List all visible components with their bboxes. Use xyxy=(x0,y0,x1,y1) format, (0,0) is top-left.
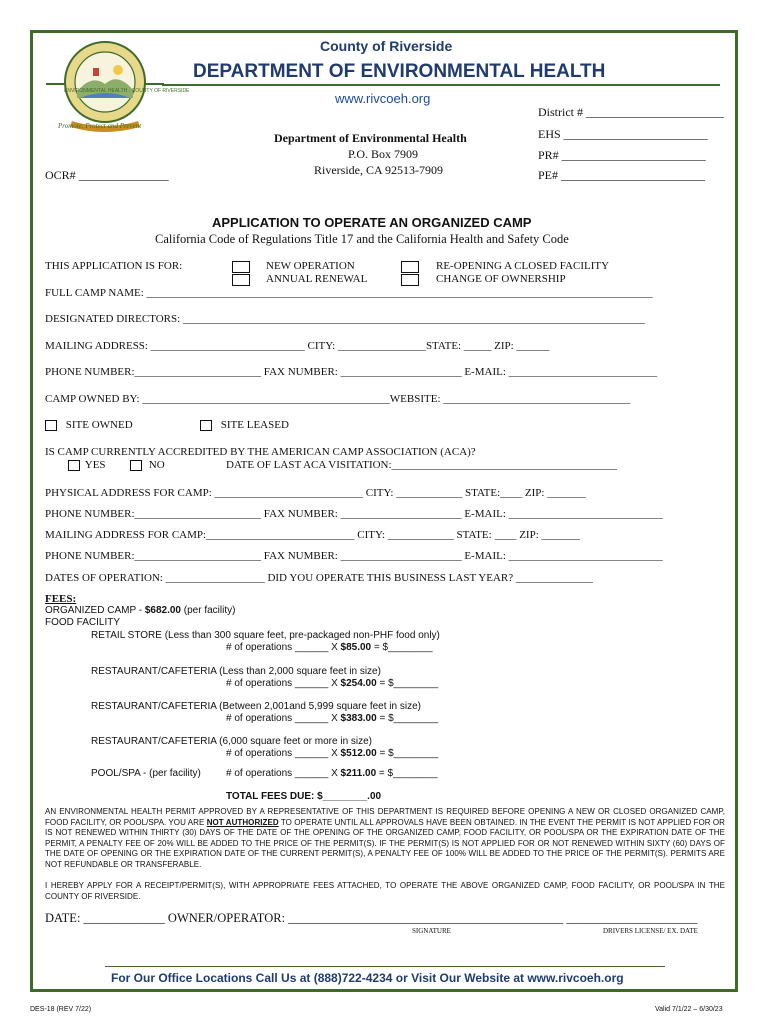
website-link[interactable]: www.rivcoeh.org xyxy=(335,91,431,106)
logo-tagline: Promote, Protect and Prevent xyxy=(58,122,142,130)
checkbox-site-owned[interactable] xyxy=(45,420,57,431)
aca-date-field[interactable]: DATE OF LAST ACA VISITATION:_________________________________________ xyxy=(226,459,618,471)
camp-fee-suffix: (per facility) xyxy=(180,605,236,616)
form-subtitle: California Code of Regulations Title 17 and the California Health and Safety Code xyxy=(155,232,569,246)
mailing-address-field[interactable]: MAILING ADDRESS: ____________________________ CITY: ________________STATE: _____ ZIP: ______ xyxy=(45,340,550,352)
camp-fee-label: ORGANIZED CAMP - xyxy=(45,605,145,616)
ehs-field[interactable]: EHS ________________________ xyxy=(538,127,708,141)
checkbox-reopening[interactable] xyxy=(401,261,419,273)
district-field[interactable]: District # _______________________ xyxy=(538,105,724,119)
pool-spa-label: POOL/SPA - (per facility) xyxy=(91,768,201,779)
checkbox-site-leased[interactable] xyxy=(200,420,212,431)
restaurant-small-label: RESTAURANT/CAFETERIA (Less than 2,000 square feet in size) xyxy=(91,666,381,677)
retail-store-calc[interactable] xyxy=(226,642,433,653)
dates-of-operation-field[interactable]: DATES OF OPERATION: __________________ DID YOU OPERATE THIS BUSINESS LAST YEAR? ______________ xyxy=(45,572,593,584)
checkbox-new-operation[interactable] xyxy=(232,261,250,273)
ocr-field[interactable]: OCR# _______________ xyxy=(45,168,169,182)
pool-ops: # of operations ______ X xyxy=(226,768,341,779)
organized-camp-fee xyxy=(45,605,235,616)
annual-renewal-label: ANNUAL RENEWAL xyxy=(266,273,368,285)
total-fees-value: $________.00 xyxy=(317,791,382,802)
pool-eq: = $________ xyxy=(376,768,438,779)
form-id: DES-18 (REV 7/22) xyxy=(30,1006,92,1013)
rest3-fee: $512.00 xyxy=(340,748,377,759)
pool-fee: $211.00 xyxy=(340,768,377,779)
aca-no-label: NO xyxy=(148,459,165,471)
logo-seal-icon xyxy=(46,38,164,134)
rest2-fee: $383.00 xyxy=(340,713,377,724)
aca-question: IS CAMP CURRENTLY ACCREDITED BY THE AMERICAN CAMP ASSOCIATION (ACA)? xyxy=(45,446,476,458)
camp-fee-amount: $682.00 xyxy=(144,605,181,616)
site-leased-label: SITE LEASED xyxy=(220,419,289,431)
checkbox-aca-yes[interactable] xyxy=(68,460,80,471)
license-caption: DRIVERS LICENSE/ EX. DATE xyxy=(603,927,698,935)
food-facility-label: FOOD FACILITY xyxy=(45,617,121,628)
pe-field[interactable]: PE# ________________________ xyxy=(538,168,706,182)
pool-spa-calc[interactable] xyxy=(226,768,438,779)
retail-fee: $85.00 xyxy=(340,642,372,653)
total-fees-label: TOTAL FEES DUE: xyxy=(226,791,318,802)
county-title: County of Riverside xyxy=(320,38,453,54)
notice-part-c: TO OPERATE UNTIL ALL APPROVALS HAVE BEEN OBTAINED. IN THE EVENT THE PERMIT IS NOT APPLIED FOR OR IS NOT RENEWED WITHIN THIRTY (30) DAYS OF THE DATE OF THE OPENING OF THE ORGANIZED CAMP, FOOD FACILITY, OR POOL/SPA OR THE EXPIRATION DATE OF THE PERMIT, A PENALTY FEE OF 20% WILL BE ADDED TO THE PRICE OF THE PERMIT(S). IF THE PERMIT(S) IS NOT APPLIED FOR OR NOT RENEWED WITHIN SIXTY (60) DAYS OF THE DATE OF OPENING OR THE EXPIRATION DATE OF THE CURRENT PERMIT(S), A PENALTY FEE OF 100% WILL BE ADDED TO THE PRICE OF THE PERMIT(S). PERMITS ARE NOT REFUNDABLE OR TRANSFERABLE. xyxy=(45,817,725,869)
retail-store-label: RETAIL STORE (Less than 300 square feet, pre-packaged non-PHF food only) xyxy=(91,630,440,641)
rest1-ops: # of operations ______ X xyxy=(226,678,341,689)
directors-field[interactable]: DESIGNATED DIRECTORS: ____________________________________________________________________________________ xyxy=(45,313,645,325)
rest3-eq: = $________ xyxy=(376,748,439,759)
phone-row-2[interactable]: PHONE NUMBER:_______________________ FAX NUMBER: ______________________ E-MAIL: ____________________________ xyxy=(45,508,663,520)
retail-ops: # of operations ______ X xyxy=(226,642,341,653)
application-statement: I HEREBY APPLY FOR A RECEIPT/PERMIT(S), WITH APPROPRIATE FEES ATTACHED, TO OPERATE THE ABOVE ORGANIZED CAMP, FOOD FACILITY, OR POOL/SPA IN THE COUNTY OF RIVERSIDE. xyxy=(45,881,725,901)
valid-dates: Valid 7/1/22 – 6/30/23 xyxy=(655,1006,723,1013)
camp-mailing-address-field[interactable]: MAILING ADDRESS FOR CAMP:___________________________ CITY: ____________ STATE: ____ ZIP: _______ xyxy=(45,529,580,541)
checkbox-aca-no[interactable] xyxy=(130,460,142,471)
site-owned-option[interactable] xyxy=(45,419,133,431)
aca-yes-option[interactable] xyxy=(68,459,106,471)
restaurant-large-label: RESTAURANT/CAFETERIA (6,000 square feet or more in size) xyxy=(91,736,373,747)
restaurant-medium-label: RESTAURANT/CAFETERIA (Between 2,001and 5,999 square feet in size) xyxy=(91,701,421,712)
restaurant-medium-calc[interactable] xyxy=(226,713,438,724)
notice-part-a: AN ENVIRONMENTAL HEALTH PERMIT APPROVED BY A REPRESENTATIVE OF THIS DEPARTMENT IS REQUIRED BEFORE OPENING A NEW OR CLOSED ORGANIZED CAMP, FOOD FACILITY, OR POOL/SPA. YOU ARE xyxy=(45,807,725,827)
header-rule xyxy=(162,84,720,86)
camp-name-field[interactable]: FULL CAMP NAME: ____________________________________________________________________________________________ xyxy=(45,287,653,299)
camp-owned-by-field[interactable]: CAMP OWNED BY: _____________________________________________WEBSITE: __________________________________ xyxy=(45,393,631,405)
rest1-fee: $254.00 xyxy=(340,678,377,689)
rest2-ops: # of operations ______ X xyxy=(226,713,341,724)
total-fees-due[interactable] xyxy=(226,791,381,802)
rest1-eq: = $________ xyxy=(376,678,439,689)
permit-notice-paragraph xyxy=(45,807,725,870)
signature-line[interactable]: DATE: _____________ OWNER/OPERATOR: ____________________________________________ _____________________ xyxy=(45,911,698,925)
site-owned-label: SITE OWNED xyxy=(65,419,133,431)
checkbox-annual-renewal[interactable] xyxy=(232,274,250,286)
change-ownership-label: CHANGE OF OWNERSHIP xyxy=(436,273,566,285)
restaurant-small-calc[interactable] xyxy=(226,678,438,689)
retail-eq: = $________ xyxy=(371,642,433,653)
restaurant-large-calc[interactable] xyxy=(226,748,438,759)
department-logo xyxy=(46,38,164,134)
application-type-label: THIS APPLICATION IS FOR: xyxy=(45,260,183,272)
fees-heading: FEES: xyxy=(45,593,77,605)
new-operation-label: NEW OPERATION xyxy=(266,260,355,272)
footer-contact: For Our Office Locations Call Us at (888)722-4234 or Visit Our Website at www.rivcoeh.org xyxy=(111,971,624,985)
pr-field[interactable]: PR# ________________________ xyxy=(538,148,706,162)
notice-not-authorized: NOT AUTHORIZED xyxy=(206,817,279,827)
checkbox-change-ownership[interactable] xyxy=(401,274,419,286)
footer-rule xyxy=(105,966,665,967)
reopening-label: RE-OPENING A CLOSED FACILITY xyxy=(436,260,610,272)
address-line-2: P.O. Box 7909 xyxy=(348,147,419,161)
site-leased-option[interactable] xyxy=(200,419,289,431)
rest2-eq: = $________ xyxy=(376,713,439,724)
aca-yes-label: YES xyxy=(84,459,106,471)
department-title: DEPARTMENT OF ENVIRONMENTAL HEALTH xyxy=(193,61,606,82)
signature-caption: SIGNATURE xyxy=(412,927,451,935)
rest3-ops: # of operations ______ X xyxy=(226,748,341,759)
form-title: APPLICATION TO OPERATE AN ORGANIZED CAMP xyxy=(212,215,532,230)
logo-text: ENVIRONMENTAL HEALTH · COUNTY OF RIVERSIDE xyxy=(64,88,190,94)
phone-row-1[interactable]: PHONE NUMBER:_______________________ FAX NUMBER: ______________________ E-MAIL: ___________________________ xyxy=(45,366,658,378)
address-line-3: Riverside, CA 92513-7909 xyxy=(314,163,443,177)
aca-no-option[interactable] xyxy=(130,459,165,471)
address-line-1: Department of Environmental Health xyxy=(274,131,467,145)
physical-address-field[interactable]: PHYSICAL ADDRESS FOR CAMP: ___________________________ CITY: ____________ STATE:____ ZIP: _______ xyxy=(45,487,586,499)
phone-row-3[interactable]: PHONE NUMBER:_______________________ FAX NUMBER: ______________________ E-MAIL: ____________________________ xyxy=(45,550,663,562)
